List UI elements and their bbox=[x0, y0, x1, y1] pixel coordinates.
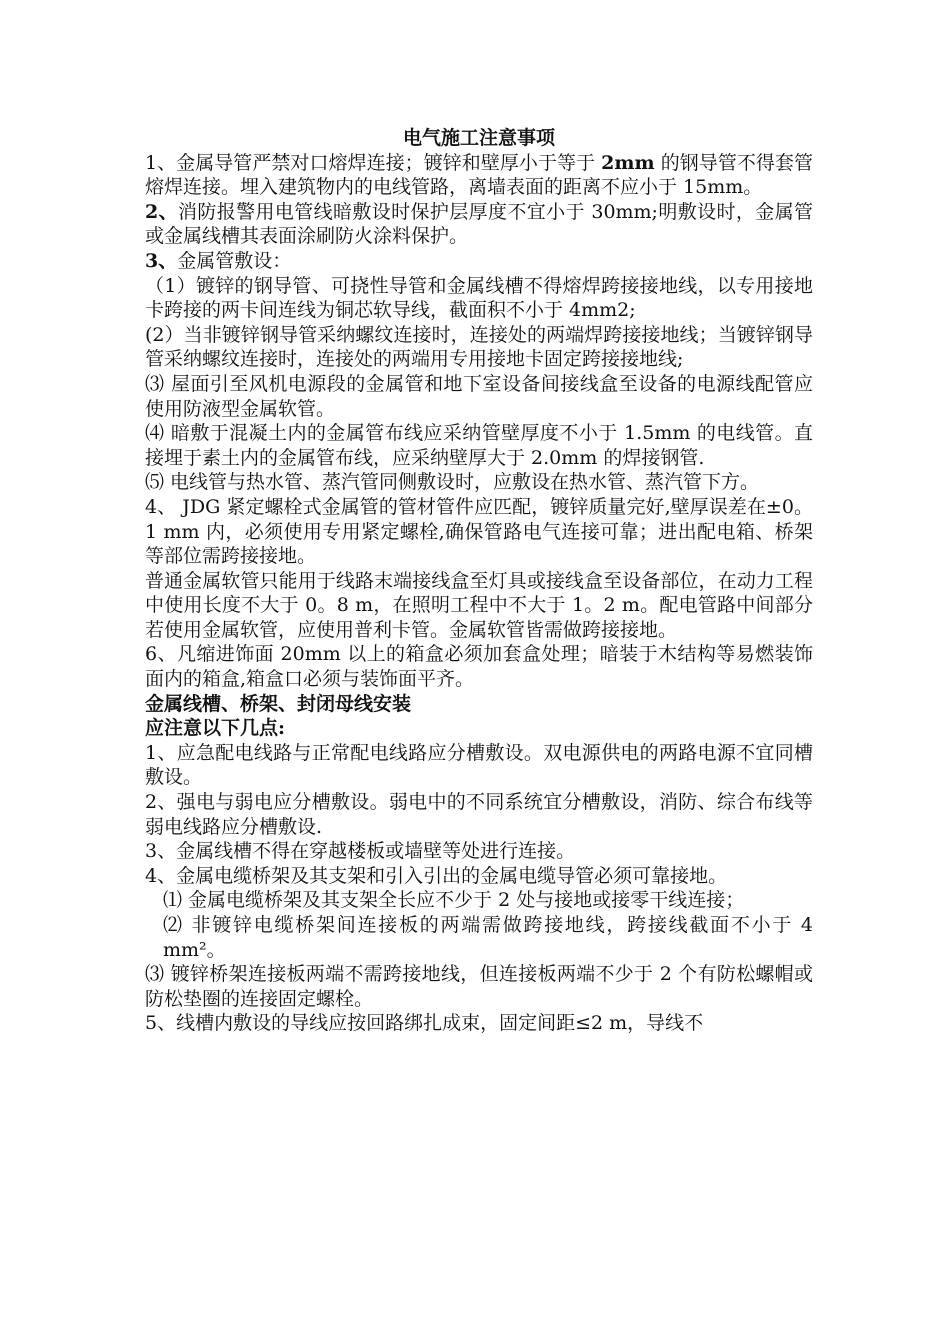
paragraph-1-text-c: 的钢导管不得套管熔焊连接。埋入建筑物内的电线管路，离墙表面的距离不应小于 15mm。 bbox=[145, 151, 813, 199]
paragraph-3-item-5: ⑸ 电线管与热水管、蒸汽管同侧敷设时，应敷设在热水管、蒸汽管下方。 bbox=[145, 471, 760, 494]
section-item-2: 2、强电与弱电应分槽敷设。弱电中的不同系统宜分槽敷设，消防、综合布线等弱电线路应分槽敷设. bbox=[145, 791, 813, 838]
paragraph-1-text-a: 1、金属导管严禁对口熔焊连接；镀锌和壁厚小于等于 bbox=[145, 151, 602, 174]
paragraph-1-bold: 2mm bbox=[601, 151, 655, 174]
paragraph-3-item-1: （1）镀锌的钢导管、可挠性导管和金属线槽不得熔焊跨接接地线，以专用接地卡跨接的两卡间连线为铜芯软导线，截面积不小于 4mm2; bbox=[145, 274, 813, 322]
paragraph-2-text: 消防报警用电管线暗敷设时保护层厚度不宜小于 30mm;明敷设时，金属管或金属线槽其表面涂刷防火涂料保护。 bbox=[145, 200, 813, 248]
section-heading: 金属线槽、桥架、封闭母线安装 bbox=[145, 692, 412, 715]
section-subheading: 应注意以下几点: bbox=[145, 717, 286, 740]
section-item-4-sub-3: ⑶ 镀锌桥架连接板两端不需跨接地线，但连接板两端不少于 2 个有防松螺帽或防松垫圈的连接固定螺栓。 bbox=[145, 963, 813, 1010]
paragraph-4: 4、 JDG 紧定螺栓式金属管的管材管件应匹配，镀锌质量完好,壁厚误差在±0。1 mm 内，必须使用专用紧定螺栓,确保管路电气连接可靠；进出配电箱、桥架等部位需跨接接地。 bbox=[145, 495, 813, 568]
section-item-4-sub-1: ⑴ 金属电缆桥架及其支架全长应不少于 2 处与接地或接零干线连接； bbox=[163, 889, 745, 912]
paragraph-6: 6、凡缩进饰面 20mm 以上的箱盒必须加套盒处理；暗装于木结构等易燃装饰面内的箱盒,箱盒口必须与装饰面平齐。 bbox=[145, 643, 813, 691]
paragraph-3-item-3: ⑶ 屋面引至风机电源段的金属管和地下室设备间接线盒至设备的电源线配管应使用防液型金属软管。 bbox=[145, 372, 813, 420]
document-body bbox=[145, 126, 813, 1036]
page-title: 电气施工注意事项 bbox=[402, 127, 555, 149]
paragraph-1 bbox=[145, 151, 813, 200]
paragraph-2 bbox=[145, 200, 813, 249]
section-item-1: 1、应急配电线路与正常配电线路应分槽敷设。双电源供电的两路电源不宜同槽敷设。 bbox=[145, 741, 813, 789]
paragraph-5: 普通金属软管只能用于线路末端接线盒至灯具或接线盒至设备部位，在动力工程中使用长度不大于 0。8 m，在照明工程中不大于 1。2 m。配电管路中间部分若使用金属软管，应使用普利卡管。金属软管皆需做跨接接地。 bbox=[145, 569, 813, 641]
paragraph-3-text: 金属管敷设： bbox=[177, 249, 292, 272]
section-item-5: 5、线槽内敷设的导线应按回路绑扎成束，固定间距≤2 m，导线不 bbox=[145, 1012, 704, 1035]
paragraph-3-item-2: (2）当非镀锌钢导管采纳螺纹连接时，连接处的两端焊跨接接地线；当镀锌钢导管采纳螺纹连接时，连接处的两端用专用接地卡固定跨接接地线; bbox=[145, 323, 813, 371]
paragraph-3-number: 3、 bbox=[145, 249, 178, 272]
section-item-3: 3、金属线槽不得在穿越楼板或墙壁等处进行连接。 bbox=[145, 840, 576, 863]
section-item-4: 4、金属电缆桥架及其支架和引入引出的金属电缆导管必须可靠接地。 bbox=[145, 864, 728, 887]
section-item-4-sub-2: ⑵ 非镀锌电缆桥架间连接板的两端需做跨接地线，跨接线截面不小于 4 mm²。 bbox=[163, 914, 813, 961]
paragraph-2-number: 2、 bbox=[145, 200, 178, 223]
paragraph-3-item-4: ⑷ 暗敷于混凝土内的金属管布线应采纳管壁厚度不小于 1.5mm 的电线管。直接埋于素土内的金属管布线，应采纳壁厚大于 2.0mm 的焊接钢管. bbox=[145, 422, 813, 469]
paragraph-3 bbox=[145, 249, 813, 274]
